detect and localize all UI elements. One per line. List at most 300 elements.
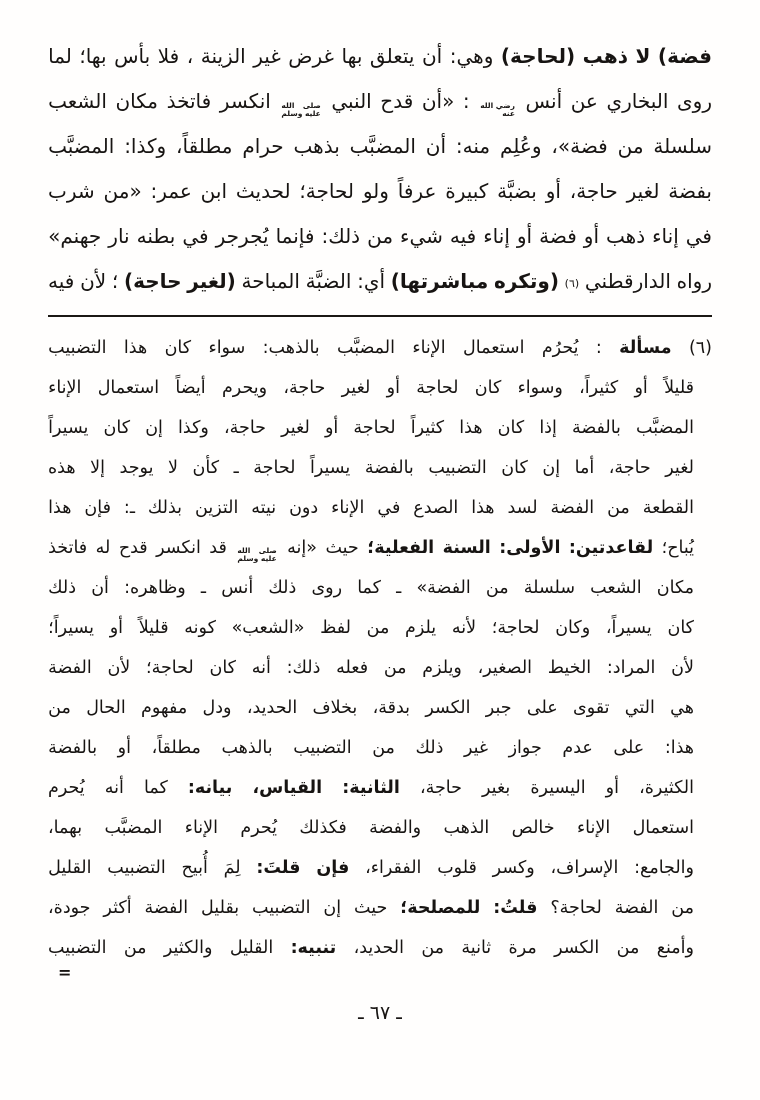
text-segment: كما (144, 778, 168, 798)
text-segment: أو (386, 378, 400, 398)
text-segment: اليسيرة (530, 778, 586, 798)
text-segment: التضبيب (428, 458, 487, 478)
footnote-block (48, 328, 712, 968)
text-segment: كان (164, 338, 192, 358)
footnote-divider (48, 315, 712, 317)
text-segment: المضبَّب (349, 134, 416, 158)
text-segment: من (421, 938, 445, 958)
text-segment: في (685, 224, 712, 248)
text-segment: حاجة، (608, 458, 651, 478)
text-segment: حاجة، (283, 378, 326, 398)
text-segment: النبي (331, 89, 372, 113)
text-segment: رواه (676, 269, 712, 293)
text-segment: لحاجة؛ (299, 179, 354, 203)
text-segment: الحديد، (246, 698, 298, 718)
text-segment: انكسر (219, 89, 271, 113)
text-segment: عمر: (150, 179, 192, 203)
text-segment: ـ: (123, 498, 135, 518)
footnote-line (48, 408, 712, 448)
footnote-line (48, 528, 712, 568)
text-segment: قليلاً (138, 618, 169, 638)
text-segment: بذلك (147, 498, 183, 518)
text-segment: دون (289, 498, 319, 518)
text-segment: كان (103, 418, 131, 438)
text-segment: الفضة» (416, 578, 471, 598)
text-segment: بضبَّة (497, 179, 537, 203)
text-segment: سلسلة (653, 134, 712, 158)
text-segment: هذا (48, 498, 72, 518)
text-segment: وهي: (449, 44, 494, 68)
text-segment: الصدع (413, 498, 459, 518)
text-segment: فاتخذ (48, 538, 88, 558)
text-segment: القطعة (642, 498, 694, 518)
text-segment: استعمال (97, 378, 160, 398)
continuation-mark: = (58, 963, 72, 982)
text-segment: (لغير (187, 269, 236, 293)
text-segment: المضبَّب (48, 134, 115, 158)
text-segment: الأولى: (499, 538, 561, 558)
text-segment: ذلك: (321, 224, 361, 248)
text-segment: يُحرُم (541, 338, 579, 358)
text-segment: حيث (354, 898, 388, 918)
text-segment: بالفضة (364, 458, 414, 478)
text-segment: لحاجة (253, 458, 296, 478)
text-segment: وأمنع (656, 938, 694, 958)
text-segment: نار (108, 224, 130, 248)
text-segment: مباشرتها) (390, 269, 489, 293)
text-segment: لحاجة؟ (550, 898, 602, 918)
text-segment: (لحاجة) (500, 44, 576, 68)
text-segment: الإناء (412, 338, 446, 358)
text-segment: فإنما (275, 224, 315, 248)
text-segment: أُبيح (181, 858, 208, 878)
main-text-line (48, 214, 712, 259)
text-segment: : (595, 338, 602, 358)
text-segment: قدح (380, 89, 414, 113)
text-segment: الكسر (425, 698, 471, 718)
text-segment: أي: (357, 269, 386, 293)
text-segment: أكثر (103, 898, 132, 918)
text-segment: هذه (48, 458, 76, 478)
text-segment: فضة»، (551, 134, 608, 158)
text-segment: لما (48, 44, 72, 68)
text-segment: ودل (202, 698, 232, 718)
main-text-line (48, 259, 712, 304)
text-segment: بدقة، (372, 698, 411, 718)
text-segment: استعمال (632, 818, 694, 838)
text-segment: حاجة) (123, 269, 182, 293)
text-segment: أنس (525, 89, 563, 113)
text-segment: شرب (48, 179, 95, 203)
text-segment: المراد: (606, 658, 656, 678)
text-segment: يُحرم (240, 818, 278, 838)
text-segment: الخيط (547, 658, 592, 678)
text-segment: الشعب (48, 89, 107, 113)
text-segment: ؛ (111, 269, 119, 293)
text-segment: وكسر (492, 858, 535, 878)
text-segment: الشعب (590, 578, 642, 598)
text-segment: حاجة، (224, 418, 266, 438)
text-segment: لأنه (451, 618, 477, 638)
text-segment: من (123, 938, 147, 958)
text-segment: إلا (90, 458, 105, 478)
text-segment: والجامع: (634, 858, 694, 878)
text-segment: من (48, 698, 71, 718)
text-segment: إن (323, 898, 342, 918)
text-segment: مكان (115, 89, 159, 113)
footnote-line (48, 688, 712, 728)
text-segment: حرام (242, 134, 284, 158)
text-segment: المضبَّب (104, 818, 163, 838)
footnote-line (48, 728, 712, 768)
text-segment: الكسر (554, 938, 600, 958)
text-segment: إناء (652, 224, 679, 248)
text-segment: القليل (229, 938, 274, 958)
text-segment: يُجرجر (215, 224, 269, 248)
text-segment: مطلقاً، (151, 738, 201, 758)
text-segment: الإناء (184, 818, 219, 838)
text-segment: كثيراً، (579, 378, 619, 398)
text-segment: التضبيب (48, 338, 107, 358)
text-segment: من (383, 658, 407, 678)
text-segment: بيانه: (187, 778, 233, 798)
text-segment: بأس (114, 44, 151, 68)
text-segment: مفهوم (141, 698, 188, 718)
text-segment: لحديث (235, 179, 291, 203)
footnote-line (48, 888, 712, 928)
text-segment: أنس (221, 578, 254, 598)
text-segment: الفضة (614, 898, 659, 918)
text-segment: التضبيب (252, 898, 311, 918)
text-segment: الفضة (144, 898, 189, 918)
text-segment: من (366, 618, 390, 638)
text-segment: الصغير، (477, 658, 533, 678)
text-segment: الفعلية؛ (367, 538, 435, 558)
text-segment: كبيرة (445, 179, 489, 203)
text-segment: كونه (184, 618, 216, 638)
text-segment: أن (421, 44, 443, 68)
text-segment: قدح (118, 538, 148, 558)
text-segment: «أن (421, 89, 455, 113)
text-segment: لقاعدتين: (568, 538, 654, 558)
text-segment: الإناء (48, 378, 82, 398)
text-segment: فاتخذ (166, 89, 212, 113)
text-segment: ذلك: (286, 658, 321, 678)
text-segment: إن (542, 458, 561, 478)
text-segment: المضبَّب (636, 418, 694, 438)
text-segment: من (372, 738, 395, 758)
footnote-line (48, 608, 712, 648)
text-segment: بهما، (48, 818, 83, 838)
text-segment: ـ (200, 578, 207, 598)
text-segment: بالذهب (221, 738, 273, 758)
text-segment: أنه (104, 778, 124, 798)
text-segment: الضبَّة (305, 269, 352, 293)
text-segment: استعمال (463, 338, 525, 358)
text-segment: لغير (665, 458, 694, 478)
text-segment: فيه (449, 224, 477, 248)
text-segment: أن (91, 578, 109, 598)
text-segment: الحديد، (353, 938, 404, 958)
text-segment: كان (209, 658, 237, 678)
main-text-line (48, 34, 712, 79)
text-segment: قليلاً (664, 378, 694, 398)
text-segment: السنة (442, 538, 491, 558)
footnote-line (48, 568, 712, 608)
text-segment: الفضة (550, 498, 595, 518)
text-segment: بها (341, 44, 363, 68)
text-segment: تقوى (573, 698, 610, 718)
text-segment: هذا: (664, 738, 694, 758)
text-segment: قلتُ: (493, 898, 538, 918)
text-segment: وعُلِم (500, 134, 542, 158)
text-segment: بالفضة (571, 418, 621, 438)
text-segment: يلزم (405, 618, 437, 638)
text-segment: ابن (200, 179, 228, 203)
text-segment: وكان (555, 618, 591, 638)
text-segment: الثانية: (342, 778, 400, 798)
text-segment: القليل (48, 858, 92, 878)
text-segment: أو (516, 224, 533, 248)
text-segment: من (617, 134, 644, 158)
text-segment: الزينة (200, 44, 246, 68)
text-segment: قلتَ: (256, 858, 301, 878)
text-segment: جواز (508, 738, 542, 758)
text-segment: لفظ (320, 618, 351, 638)
text-segment: مرة (508, 938, 537, 958)
text-segment: الإناء (576, 818, 611, 838)
text-segment: أنه (251, 658, 271, 678)
text-segment: وسواء (517, 378, 563, 398)
text-segment: لحاجة (353, 418, 396, 438)
text-segment: التزين (195, 498, 239, 518)
text-segment: من (616, 938, 640, 958)
text-segment: المباحة (241, 269, 300, 293)
text-segment: الفقراء، (365, 858, 422, 878)
text-segment: بفضة (668, 179, 712, 203)
page-number: ـ ٦٧ ـ (358, 1002, 402, 1024)
text-segment: (٦) (688, 338, 712, 358)
footnote-line (48, 808, 712, 848)
text-segment: نيته (251, 498, 277, 518)
text-segment: وكذا (178, 418, 209, 438)
text-segment: في (182, 224, 209, 248)
main-text-block (48, 34, 712, 304)
text-segment: الفضة (48, 658, 92, 678)
text-segment: وكذا: (124, 134, 167, 158)
text-segment: يُحرم (48, 778, 85, 798)
text-segment: أو (545, 179, 561, 203)
text-segment: التي (624, 698, 655, 718)
text-segment: له (95, 538, 111, 558)
text-segment: عدم (562, 738, 593, 758)
text-segment: كان (474, 378, 502, 398)
text-segment: والكثير (163, 938, 213, 958)
text-segment: غرض (288, 44, 334, 68)
text-segment: ويلزم (422, 658, 462, 678)
text-segment: إن (145, 418, 163, 438)
text-segment: منه: (455, 134, 491, 158)
text-segment: مكان (656, 578, 694, 598)
text-segment: أو (605, 778, 619, 798)
text-segment: ذهب (582, 44, 628, 68)
text-segment: الإناء (331, 498, 365, 518)
main-text-line (48, 169, 712, 214)
text-segment: لحاجة (416, 378, 459, 398)
text-segment: ثانية (461, 938, 492, 958)
text-segment: حيث (325, 538, 359, 558)
text-segment: في (377, 498, 401, 518)
text-segment: أيضاً (175, 378, 206, 398)
text-segment: الحال (86, 698, 126, 718)
text-segment: «إنه (287, 538, 317, 558)
text-segment: فإن (316, 858, 350, 878)
text-segment: يوجد (119, 458, 154, 478)
text-segment: لا (635, 44, 651, 68)
text-segment: شيء (400, 224, 443, 248)
footnote-line (48, 328, 712, 368)
text-segment: خالص (511, 818, 555, 838)
text-segment: ـ (396, 578, 402, 598)
text-segment: على (613, 738, 645, 758)
text-segment: من (607, 498, 630, 518)
text-segment: المضبَّب (337, 338, 395, 358)
text-segment: حاجة، (569, 179, 618, 203)
footnote-line (48, 848, 712, 888)
honorific-mark: صلى الله عليه وسلم (281, 101, 321, 118)
text-segment: ، (186, 44, 194, 68)
text-segment: ذلك (268, 578, 297, 598)
text-segment: عن (570, 89, 598, 113)
text-segment: مطلقاً، (176, 134, 233, 158)
text-segment: كما (357, 578, 381, 598)
footnote-line (48, 648, 712, 688)
text-segment: الدارقطني (584, 269, 671, 293)
footnote-line (48, 368, 712, 408)
footnote-line (48, 448, 712, 488)
text-segment: هذا (471, 498, 495, 518)
text-segment: ولو (362, 179, 389, 203)
text-segment: من (485, 578, 509, 598)
text-segment: فعله (336, 658, 369, 678)
text-segment: هي (670, 698, 694, 718)
main-text-line (48, 79, 712, 124)
footnote-line (48, 928, 712, 968)
text-segment: حاجة، (419, 778, 462, 798)
text-segment: عرفاً (397, 179, 437, 203)
main-text-line (48, 124, 712, 169)
text-segment: لغير (341, 378, 371, 398)
text-segment: «من (103, 179, 142, 203)
text-segment: يسيراً؛ (48, 618, 94, 638)
honorific-mark: صلى الله عليه وسلم (237, 546, 277, 563)
text-segment: فلا (157, 44, 180, 68)
text-segment: مسألة (619, 338, 672, 358)
text-segment: ذلك (415, 738, 444, 758)
text-segment: وظاهره: (124, 578, 186, 598)
text-segment: التضبيب (107, 858, 166, 878)
text-segment: والفضة (369, 818, 422, 838)
text-segment: «الشعب» (231, 618, 305, 638)
text-segment: الذهب (443, 818, 490, 838)
text-segment: بطنه (136, 224, 176, 248)
text-segment: بخلاف (312, 698, 358, 718)
text-segment: فضة) (657, 44, 712, 68)
text-segment: لا (168, 458, 178, 478)
text-segment: البخاري (606, 89, 669, 113)
text-segment: أو (324, 418, 339, 438)
text-segment: يسيراً (310, 458, 351, 478)
footnote-line (48, 768, 712, 808)
text-segment: لغير (626, 179, 660, 203)
text-segment: غير (253, 44, 281, 68)
text-segment: ويحرم (221, 378, 268, 398)
text-segment: : (462, 89, 470, 113)
text-segment: على (526, 698, 558, 718)
text-segment: كأن (192, 458, 220, 478)
text-segment: إناء (483, 224, 510, 248)
text-segment: فكذلك (299, 818, 347, 838)
text-segment: يسيراً، (605, 618, 652, 638)
text-segment: روى (311, 578, 343, 598)
text-segment: تنبيه: (290, 938, 337, 958)
text-segment: ذلك (48, 578, 77, 598)
text-segment: لأن (671, 658, 694, 678)
text-segment: سلسلة (523, 578, 576, 598)
text-segment: أو (117, 738, 131, 758)
text-segment: يُباح؛ (661, 538, 694, 558)
text-segment: فيه (48, 269, 75, 293)
text-segment: الإسراف، (550, 858, 619, 878)
text-segment: التضبيب (48, 938, 107, 958)
footnote-line (48, 488, 712, 528)
text-segment: كان (497, 418, 525, 438)
text-segment: انكسر (156, 538, 201, 558)
text-segment: أن (425, 134, 447, 158)
text-segment: للمصلحة؛ (400, 898, 481, 918)
text-segment: جهنم» (48, 224, 102, 248)
footnote-ref-number: (٦) (564, 277, 580, 290)
text-segment: التضبيب (293, 738, 352, 758)
text-segment: (وتكره (494, 269, 559, 293)
text-segment: هذا (123, 338, 148, 358)
text-segment: أما (574, 458, 595, 478)
text-segment: غير (463, 738, 489, 758)
text-segment: إذا (539, 418, 557, 438)
text-segment: بالذهب: (262, 338, 320, 358)
text-segment: لأن (80, 269, 107, 293)
text-segment: قد (209, 538, 227, 558)
text-segment: لحاجة؛ (146, 658, 194, 678)
text-segment: يتعلق (369, 44, 415, 68)
text-segment: بغير (482, 778, 511, 798)
text-segment: سواء (208, 338, 246, 358)
text-segment: فضة (539, 224, 577, 248)
text-segment: بها؛ (79, 44, 107, 68)
honorific-mark: رضي الله عنه (480, 101, 515, 118)
text-segment: بالفضة (48, 738, 98, 758)
text-segment: روى (677, 89, 712, 113)
text-segment: كان (501, 458, 528, 478)
text-segment: لسد (507, 498, 538, 518)
text-segment: لأن (107, 658, 131, 678)
text-segment: جبر (485, 698, 512, 718)
text-segment: أو (634, 378, 648, 398)
text-segment: قلوب (437, 858, 477, 878)
text-segment: القياس، (252, 778, 323, 798)
text-segment: جودة، (48, 898, 91, 918)
text-segment: الكثيرة، (639, 778, 694, 798)
